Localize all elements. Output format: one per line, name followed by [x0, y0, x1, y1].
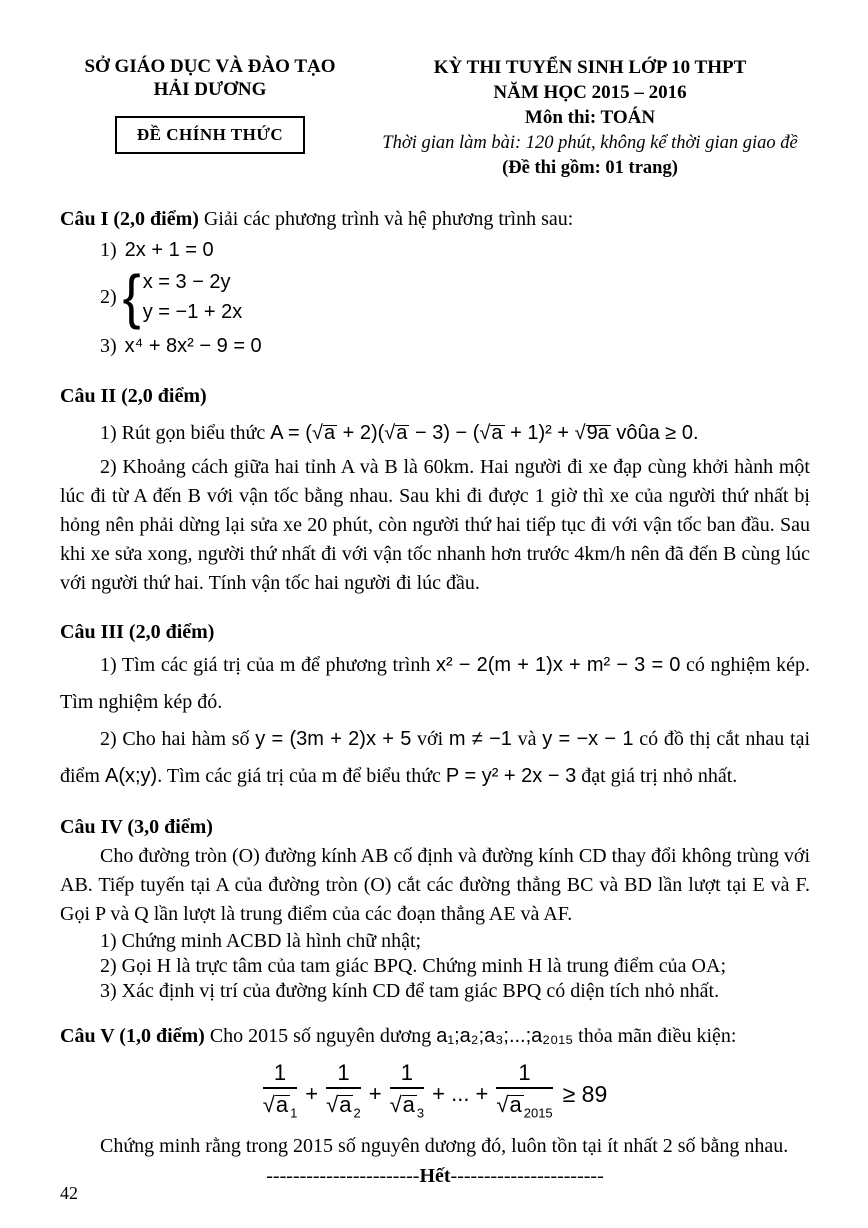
cau3-title: Câu III (2,0 điểm)	[60, 621, 215, 643]
cau2-title: Câu II (2,0 điểm)	[60, 385, 207, 407]
cau4-item3: 3) Xác định vị trí của đường kính CD để tam giác BPQ có diện tích nhỏ nhất.	[100, 980, 720, 1002]
text-run: có nghiệm kép. Tìm nghiệm kép đó.	[60, 654, 811, 713]
numerator: 1	[496, 1062, 552, 1089]
official-exam-box: ĐỀ CHÍNH THỨC	[115, 116, 305, 154]
expression-condition: vôûa ≥ 0.	[610, 422, 699, 444]
denominator	[326, 1089, 361, 1126]
section-cau5	[60, 1020, 810, 1161]
expression-part: − 3) − (√	[409, 422, 491, 444]
radicand: a	[323, 422, 336, 444]
sqrt-symbol: √	[262, 1092, 275, 1117]
header	[60, 55, 810, 181]
page-number: 42	[60, 1183, 78, 1203]
text-run: thỏa mãn điều kiện:	[573, 1025, 737, 1047]
cau5-title: Câu V (1,0 điểm)	[60, 1025, 205, 1047]
system-eq2: y = −1 + 2x	[142, 301, 243, 323]
cau3-heading	[60, 618, 810, 647]
cau5-closing-paragraph: Chứng minh rằng trong 2015 số nguyên dương đó, luôn tồn tại ít nhất 2 số bằng nhau.	[100, 1135, 789, 1158]
sequence-terms: a₁;a₂;a₃;...;a₂₀₁₅	[436, 1025, 574, 1047]
inequality-rhs: ≥ 89	[562, 1080, 608, 1107]
expression-part: A = (√	[270, 422, 323, 444]
radicand: a	[275, 1092, 289, 1117]
plus-operator: +	[305, 1081, 319, 1107]
cau2-item1-prefix: 1) Rút gọn biểu thức	[100, 422, 271, 444]
cau1-item3	[100, 330, 810, 362]
fraction-3	[390, 1062, 425, 1126]
cau5-inequality-formula	[60, 1062, 810, 1126]
het-label: Hết	[419, 1165, 451, 1188]
radicand: 9a	[586, 422, 609, 444]
sqrt-symbol: √	[326, 1092, 339, 1117]
numerator: 1	[263, 1062, 298, 1089]
exam-title: KỲ THI TUYỂN SINH LỚP 10 THPT	[433, 57, 747, 78]
department-line2: HẢI DƯƠNG	[153, 79, 267, 100]
exam-content	[60, 205, 810, 1188]
department-line1: SỞ GIÁO DỤC VÀ ĐÀO TẠO	[84, 56, 336, 77]
quadratic-equation: x² − 2(m + 1)x + m² − 3 = 0	[435, 654, 681, 676]
cau3-item2	[60, 721, 810, 795]
header-right	[360, 55, 810, 181]
subscript: 1	[290, 1105, 298, 1121]
cau4-item1: 1) Chứng minh ACBD là hình chữ nhật;	[100, 930, 422, 952]
denominator	[263, 1089, 298, 1126]
page-count-note: (Đề thi gồm: 01 trang)	[502, 158, 678, 178]
radicand: a	[509, 1092, 522, 1117]
fraction-4	[496, 1062, 552, 1126]
item1-label: 1)	[100, 239, 117, 261]
text-run: và	[511, 728, 543, 750]
radicand: a	[339, 1092, 352, 1117]
item2-label: 2)	[100, 285, 117, 308]
system-brace: {	[122, 263, 141, 331]
cau4-item2: 2) Gọi H là trực tâm của tam giác BPQ. Chứng minh H là trung điểm của OA;	[100, 955, 726, 977]
denominator	[390, 1089, 425, 1126]
school-year: NĂM HỌC 2015 – 2016	[493, 82, 687, 103]
section-cau1	[60, 205, 810, 362]
dashes: -----------------------	[450, 1165, 604, 1188]
text-run: đạt giá trị nhỏ nhất.	[576, 765, 738, 787]
cau3-item1	[60, 647, 810, 721]
plus-operator: +	[368, 1081, 382, 1107]
condition-m: m ≠ −1	[448, 728, 512, 750]
point-a: A(x;y)	[105, 765, 158, 787]
cau1-item2	[100, 263, 810, 331]
header-left	[60, 55, 360, 181]
expression-part: + 1)² + √	[504, 422, 586, 444]
text-run: 1) Tìm các giá trị của m để phương trình	[100, 654, 436, 676]
sqrt-symbol: √	[496, 1092, 509, 1117]
linear-function-1: y = (3m + 2)x + 5	[255, 728, 412, 750]
cau1-title: Câu I (2,0 điểm)	[60, 208, 199, 230]
cau1-item1	[100, 236, 810, 264]
text-run: với	[411, 728, 449, 750]
denominator	[496, 1089, 552, 1126]
time-limit: Thời gian làm bài: 120 phút, không kể thời gian giao đề	[382, 133, 798, 153]
numerator: 1	[326, 1062, 361, 1089]
expression-p: P = y² + 2x − 3	[445, 765, 577, 787]
text-run: 2) Cho hai hàm số	[100, 728, 256, 750]
sqrt-symbol: √	[389, 1092, 402, 1117]
linear-function-2: y = −x − 1	[542, 728, 634, 750]
cau2-item2-paragraph: 2) Khoảng cách giữa hai tỉnh A và B là 60km. Hai người đi xe đạp cùng khởi hành một lúc đi từ A đến B với vận tốc bằng nhau. Sau khi đi được 1 giờ thì xe của người thứ nhất bị hỏng nên phải dừng lại sửa xe 20 phút, còn người thứ hai tiếp tục đi với vận tốc ban đầu. Sau khi xe sửa xong, người thứ nhất đi với vận tốc nhanh hơn trước 4km/h nên đã đến B cùng lúc với người thứ hai. Tính vận tốc hai người đi lúc đầu.	[60, 456, 810, 594]
numerator: 1	[390, 1062, 425, 1089]
item1-equation: 2x + 1 = 0	[124, 239, 214, 261]
section-cau2	[60, 382, 810, 598]
text-run: Cho 2015 số nguyên dương	[204, 1025, 437, 1047]
system-equations	[143, 267, 243, 327]
cau4-intro-paragraph: Cho đường tròn (O) đường kính AB cố định và đường kính CD thay đổi không trùng với AB. Tiếp tuyến tại A của đường tròn (O) cắt các đường thẳng BC và BD lần lượt tại E và F. Gọi P và Q lần lượt là trung điểm của các đoạn thẳng AE và AF.	[60, 845, 810, 925]
radicand: a	[491, 422, 503, 444]
ellipsis-operator: + ... +	[432, 1081, 489, 1107]
cau1-intro: Giải các phương trình và hệ phương trình sau:	[198, 208, 574, 230]
subscript: 2015	[523, 1105, 553, 1121]
dashes: -----------------------	[266, 1165, 420, 1188]
cau5-heading	[60, 1020, 810, 1052]
cau4-heading	[60, 813, 810, 842]
expression-part: + 2)(√	[337, 422, 396, 444]
item3-label: 3)	[100, 335, 117, 357]
system-eq1: x = 3 − 2y	[142, 271, 231, 293]
subscript: 2	[353, 1105, 361, 1121]
cau4-list	[60, 929, 810, 1004]
cau2-heading	[60, 382, 810, 411]
fraction-1	[263, 1062, 298, 1126]
cau2-item1	[100, 413, 810, 453]
text-run: . Tìm các giá trị của m để biểu thức	[157, 765, 446, 787]
subscript: 3	[416, 1105, 425, 1121]
subject: Môn thi: TOÁN	[524, 107, 656, 128]
fraction-2	[326, 1062, 361, 1126]
item3-equation: x⁴ + 8x² − 9 = 0	[124, 335, 262, 357]
section-cau4	[60, 813, 810, 1004]
section-cau3	[60, 618, 810, 795]
radicand: a	[396, 422, 408, 444]
radicand: a	[402, 1092, 415, 1117]
end-of-exam-line	[60, 1165, 810, 1188]
cau1-heading	[60, 205, 810, 234]
cau4-title: Câu IV (3,0 điểm)	[60, 816, 213, 838]
text-run: có đồ thị cắt nhau tại điểm	[60, 728, 811, 787]
